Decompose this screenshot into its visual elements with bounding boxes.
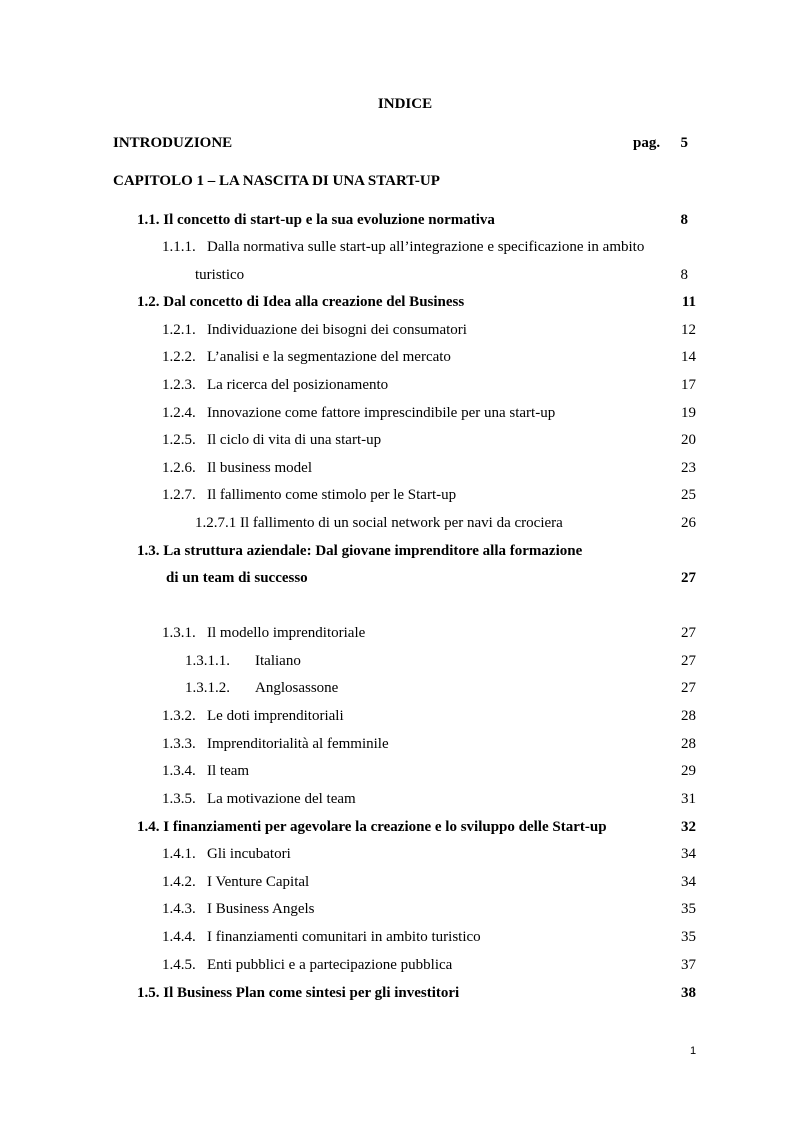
toc-page: 34 (681, 874, 696, 890)
toc-intro-pag: pag. (633, 135, 661, 151)
toc-page: 31 (681, 791, 696, 807)
page-title: INDICE (377, 96, 433, 112)
toc-entry: 1.2.5. Il ciclo di vita di una start-up (162, 432, 382, 448)
toc-entry-cont: di un team di successo (166, 570, 308, 586)
toc-page: 35 (681, 901, 696, 917)
toc-entry: 1.4.5. Enti pubblici e a partecipazione pubblica (162, 957, 453, 973)
toc-entry: 1.3.2. Le doti imprenditoriali (162, 708, 344, 724)
toc-entry: 1.3.3. Imprenditorialità al femminile (162, 736, 389, 752)
page-number: 1 (690, 1045, 697, 1057)
toc-page: 32 (681, 819, 696, 835)
toc-entry-cont: turistico (195, 267, 245, 283)
toc-page: 27 (681, 625, 696, 641)
toc-entry: 1.3.1.1. (185, 653, 230, 669)
toc-entry: 1.2.1. Individuazione dei bisogni dei consumatori (162, 322, 467, 338)
toc-entry: 1.4.4. I finanziamenti comunitari in ambito turistico (162, 929, 481, 945)
toc-page: 27 (681, 680, 696, 696)
toc-entry: 1.3. La struttura aziendale: Dal giovane imprenditore alla formazione (137, 543, 583, 559)
toc-page: 25 (681, 487, 696, 503)
toc-entry: 1.4.3. I Business Angels (162, 901, 315, 917)
toc-page: 29 (681, 763, 696, 779)
toc-entry: 1.4.1. Gli incubatori (162, 846, 291, 862)
toc-page: 26 (681, 515, 696, 531)
toc-entry: 1.1. Il concetto di start-up e la sua evoluzione normativa (137, 212, 495, 228)
toc-intro-page: 5 (680, 135, 688, 151)
toc-entry: 1.2.4. Innovazione come fattore imprescindibile per una start-up (162, 405, 556, 421)
toc-page: 34 (681, 846, 696, 862)
toc-entry: 1.2.3. La ricerca del posizionamento (162, 377, 389, 393)
toc-entry: 1.3.5. La motivazione del team (162, 791, 356, 807)
toc-page: 12 (681, 322, 696, 338)
toc-entry: 1.2.7. Il fallimento come stimolo per le Start-up (162, 487, 457, 503)
toc-page: 8 (680, 267, 688, 283)
toc-entry: 1.2. Dal concetto di Idea alla creazione del Business (137, 294, 465, 310)
toc-page: 28 (681, 736, 696, 752)
toc-entry: 1.4. I finanziamenti per agevolare la creazione e lo sviluppo delle Start-up (137, 819, 607, 835)
toc-entry: 1.3.4. Il team (162, 763, 250, 779)
toc-page: 28 (681, 708, 696, 724)
toc-entry-text: Anglosassone (255, 680, 339, 696)
toc-page: 14 (681, 349, 696, 365)
toc-page: 20 (681, 432, 696, 448)
toc-intro-label: INTRODUZIONE (113, 135, 233, 151)
toc-page: 38 (681, 985, 696, 1001)
toc-entry: 1.1.1. Dalla normativa sulle start-up all’integrazione e specificazione in ambito (162, 239, 645, 255)
toc-page: 8 (680, 212, 688, 228)
toc-page: 23 (681, 460, 696, 476)
toc-page: 35 (681, 929, 696, 945)
toc-entry: 1.2.6. Il business model (162, 460, 312, 476)
toc-entry: 1.2.7.1 Il fallimento di un social network per navi da crociera (195, 515, 563, 531)
toc-page: 27 (681, 570, 696, 586)
toc-page: 27 (681, 653, 696, 669)
toc-page: 37 (681, 957, 696, 973)
toc-page: 17 (681, 377, 696, 393)
toc-entry: 1.5. Il Business Plan come sintesi per gli investitori (137, 985, 460, 1001)
toc-chapter-title: CAPITOLO 1 – LA NASCITA DI UNA START-UP (113, 173, 440, 189)
toc-entry: 1.2.2. L’analisi e la segmentazione del mercato (162, 349, 451, 365)
toc-page: 19 (681, 405, 696, 421)
toc-page: 11 (681, 294, 696, 310)
toc-entry: 1.3.1.2. (185, 680, 230, 696)
toc-entry: 1.3.1. Il modello imprenditoriale (162, 625, 366, 641)
toc-entry-text: Italiano (255, 653, 301, 669)
toc-entry: 1.4.2. I Venture Capital (162, 874, 310, 890)
